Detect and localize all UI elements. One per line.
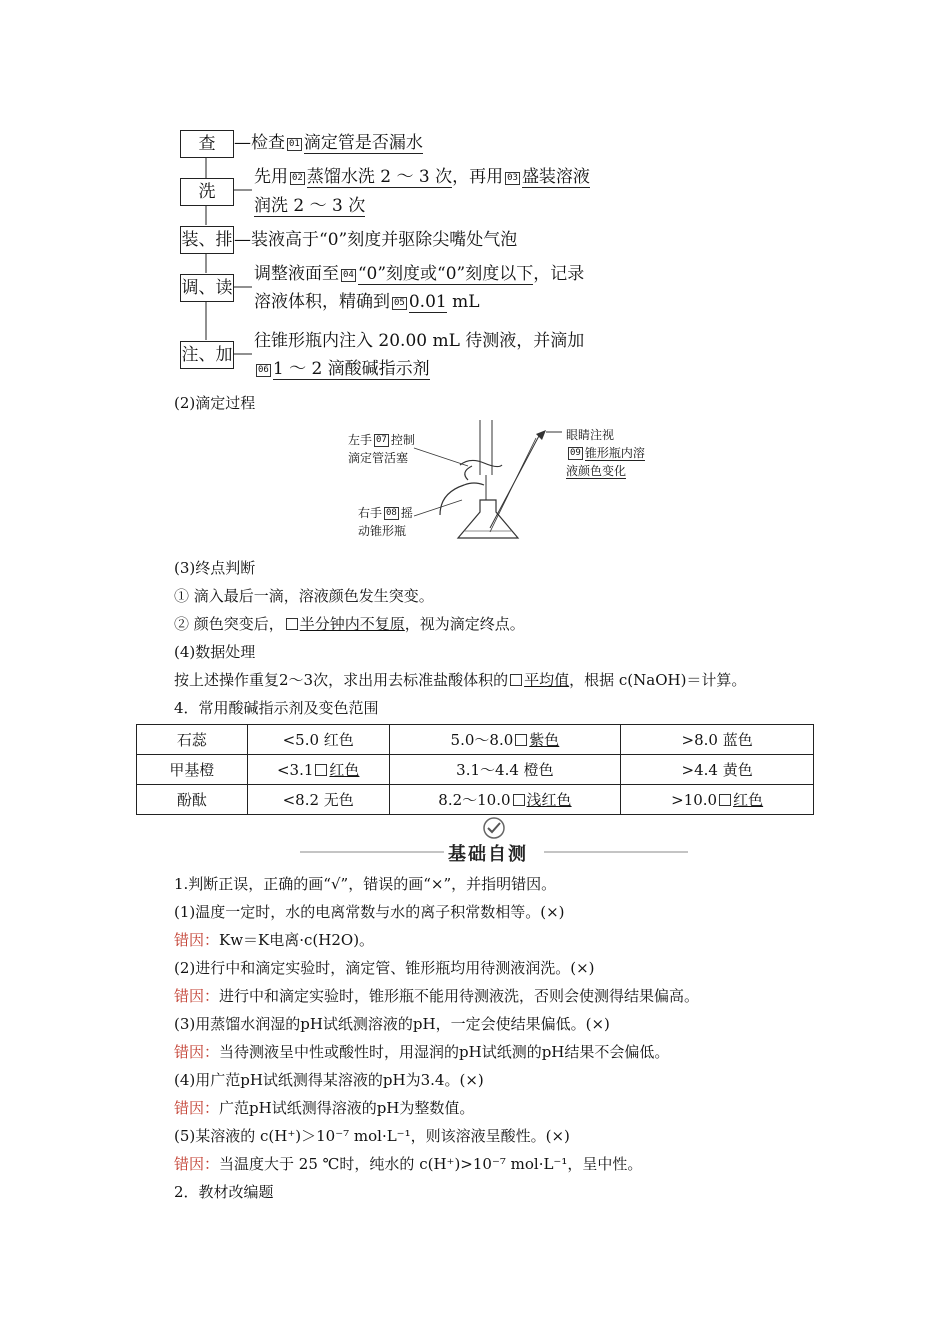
table-cell: <5.0 红色: [247, 725, 389, 755]
section-titration: (2)滴定过程: [174, 394, 256, 412]
question-2: 2．教材改编题: [174, 1183, 274, 1201]
step-wash-line1: 先用 02 蒸馏水洗 2 ～ 3 次，再用 03 盛装溶液: [254, 167, 590, 187]
figure-eye-label-3: 液颜色变化: [566, 464, 627, 478]
table-cell: 甲基橙: [137, 755, 248, 785]
section-data: (4)数据处理: [174, 643, 256, 661]
step-wash-line2: 润洗 2 ～ 3 次: [254, 196, 366, 216]
step-check-label: 查: [198, 134, 216, 154]
figure-eye-label: 眼睛注视: [566, 428, 615, 442]
section-endpoint: (3)终点判断: [174, 559, 256, 577]
figure-left-hand-label-2: 滴定管活塞: [348, 451, 409, 465]
step-check-text: —检查 01 滴定管是否漏水: [234, 133, 423, 153]
table-cell: <3.1 红色: [247, 755, 389, 785]
figure-eye-label-2: 09 锥形瓶内溶: [570, 446, 645, 460]
table-cell: 3.1～4.4 橙色: [389, 755, 621, 785]
error-reason-2: 错因：进行中和滴定实验时，锥形瓶不能用待测液洗，否则会使测得结果偏高。: [174, 987, 700, 1005]
table-cell: >4.4 黄色: [621, 755, 814, 785]
question-1: 1.判断正误，正确的画“√”，错误的画“×”，并指明错因。: [174, 875, 557, 893]
table-cell: 酚酞: [137, 785, 248, 815]
table-row: [137, 755, 814, 785]
step-fill: [180, 226, 234, 254]
item-4: (4)用广范pH试纸测得某溶液的pH为3.4。(×): [174, 1071, 484, 1089]
item-3: (3)用蒸馏水润湿的pH试纸测溶液的pH，一定会使结果偏低。(×): [174, 1015, 610, 1033]
endpoint-point-1: ① 滴入最后一滴，溶液颜色发生突变。: [174, 587, 434, 605]
figure-left-hand-label: 左手 07 控制: [348, 433, 415, 447]
step-wash-label: 洗: [198, 182, 216, 202]
step-adjust: [180, 274, 234, 302]
step-wash: [180, 178, 234, 206]
check-icon: [484, 818, 504, 838]
error-reason-1: 错因：Kw＝K电离·c(H2O)。: [174, 931, 375, 949]
table-row: [137, 725, 814, 755]
section-indicators: 4．常用酸碱指示剂及变色范围: [174, 699, 379, 717]
step-fill-label: 装、排: [181, 230, 233, 250]
table-cell: <8.2 无色: [247, 785, 389, 815]
data-processing-text: 按上述操作重复2～3次，求出用去标准盐酸体积的 平均值，根据 c(NaOH)＝计算。: [174, 671, 747, 689]
step-inject-label: 注、加: [181, 345, 233, 365]
step-adjust-line1: 调整液面至 04 “0”刻度或“0”刻度以下，记录: [254, 264, 585, 284]
indicator-table: [136, 724, 814, 815]
table-cell: >8.0 蓝色: [621, 725, 814, 755]
table-cell: 8.2～10.0 浅红色: [389, 785, 621, 815]
step-inject-line2: 06 1 ～ 2 滴酸碱指示剂: [258, 359, 430, 379]
table-row: [137, 785, 814, 815]
table-cell: >10.0 红色: [621, 785, 814, 815]
step-inject: [180, 341, 234, 369]
error-reason-5: 错因：当温度大于 25 ℃时，纯水的 c(H⁺)>10⁻⁷ mol·L⁻¹，呈中性。: [174, 1155, 643, 1173]
table-cell: 石蕊: [137, 725, 248, 755]
item-1: (1)温度一定时，水的电离常数与水的离子积常数相等。(×): [174, 903, 565, 921]
step-adjust-line2: 溶液体积，精确到 05 0.01 mL: [254, 292, 480, 312]
table-cell: 5.0～8.0 紫色: [389, 725, 621, 755]
figure-right-hand-label-2: 动锥形瓶: [358, 524, 407, 538]
error-reason-3: 错因：当待测液呈中性或酸性时，用湿润的pH试纸测的pH结果不会偏低。: [174, 1043, 670, 1061]
step-fill-text: —装液高于“0”刻度并驱除尖嘴处气泡: [234, 230, 518, 250]
step-check: [180, 130, 234, 158]
item-5: (5)某溶液的 c(H⁺)＞10⁻⁷ mol·L⁻¹，则该溶液呈酸性。(×): [174, 1127, 570, 1145]
figure-right-hand-label: 右手 08 摇: [358, 506, 413, 520]
error-reason-4: 错因：广范pH试纸测得溶液的pH为整数值。: [174, 1099, 475, 1117]
endpoint-point-2: ② 颜色突变后， 半分钟内不复原，视为滴定终点。: [174, 615, 525, 633]
step-adjust-label: 调、读: [181, 278, 233, 298]
item-2: (2)进行中和滴定实验时，滴定管、锥形瓶均用待测液润洗。(×): [174, 959, 595, 977]
selftest-title: 基础自测: [448, 844, 528, 865]
step-inject-line1: 往锥形瓶内注入 20.00 mL 待测液，并滴加: [254, 331, 585, 351]
